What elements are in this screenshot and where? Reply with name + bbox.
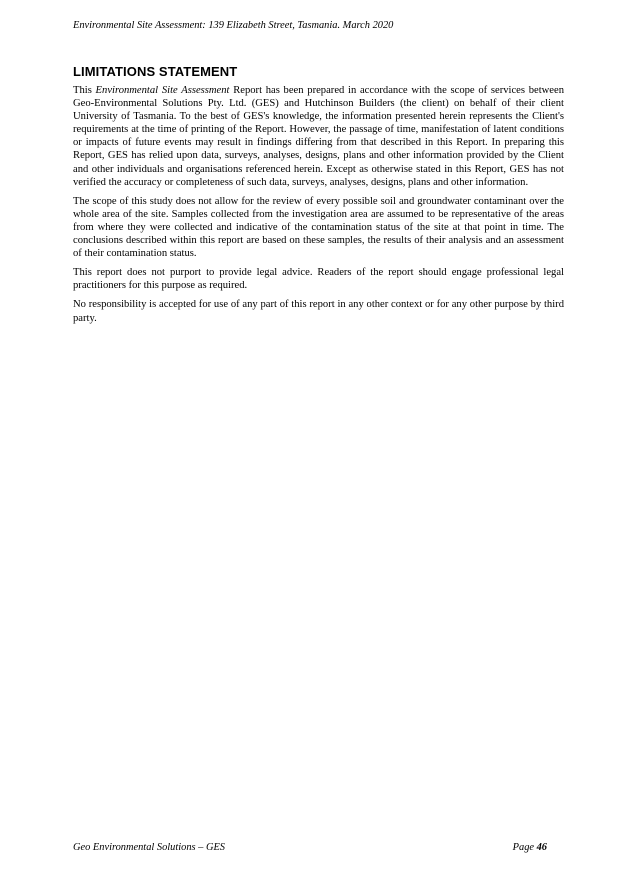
paragraph-responsibility: No responsibility is accepted for use of any part of this report in any other context or for any other purpose by third party.	[73, 299, 564, 324]
section-title: LIMITATIONS STATEMENT	[73, 64, 238, 79]
paragraph-legal-advice: This report does not purport to provide legal advice. Readers of the report should engage professional legal practitioners for this purpose as required.	[73, 267, 564, 292]
footer-company: Geo Environmental Solutions – GES	[73, 842, 225, 853]
running-footer	[73, 841, 547, 854]
report-title-italic: Environmental Site Assessment	[95, 85, 230, 96]
paragraph-study-scope: The scope of this study does not allow for the review of every possible soil and groundwater contaminant over the whole area of the site. Samples collected from the investigation area are assumed to be representative of the areas from where they were collected and indicative of the contamination status of the site at that point in time. The conclusions described within this report are based on these samples, the results of their analysis and an assessment of their contamination status.	[73, 195, 564, 260]
paragraph-scope-of-services	[73, 84, 564, 189]
page-label: Page	[512, 842, 537, 853]
page-content	[73, 64, 564, 331]
footer-page-label	[513, 841, 547, 854]
running-header: Environmental Site Assessment: 139 Elizabeth Street, Tasmania. March 2020	[73, 20, 394, 31]
paragraph-lead: This	[73, 85, 96, 96]
page-number: 46	[536, 842, 547, 853]
paragraph-body: Report has been prepared in accordance with the scope of services between Geo-Environmental Solutions Pty. Ltd. (GES) and Hutchinson Builders (the client) on behalf of their client University of Tasmania. To the best of GES's knowledge, the information presented herein represents the Client's requirements at the time of printing of the Report. However, the passage of time, manifestation of latent conditions or impacts of future events may result in findings differing from that described in this Report. In preparing this Report, GES has relied upon data, surveys, analyses, designs, plans and other information provided by the Client and other individuals and organisations referenced herein. Except as otherwise stated in this Report, GES has not verified the accuracy or completeness of such data, surveys, analyses, designs, plans and other information.	[73, 85, 564, 188]
